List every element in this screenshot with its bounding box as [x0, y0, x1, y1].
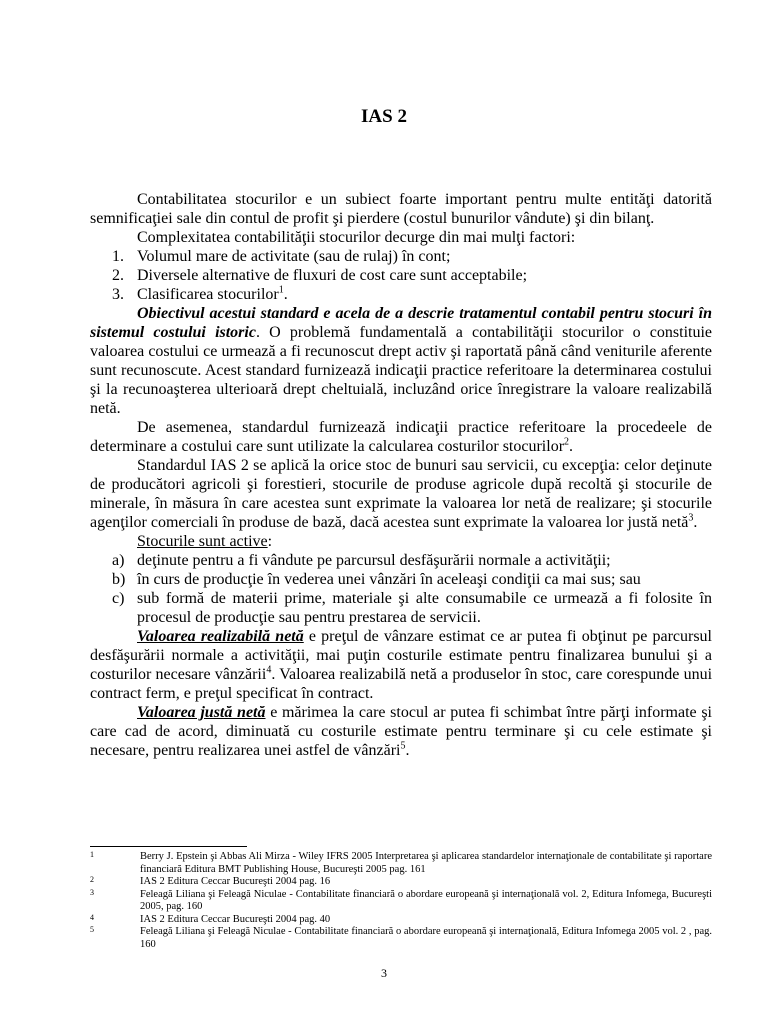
footnotes: [90, 851, 712, 951]
paragraph-scope: [90, 456, 712, 532]
footnote: [90, 914, 712, 927]
footnote: [90, 926, 712, 951]
footnote-number: 2: [90, 875, 94, 884]
paragraph-fair-value: [90, 703, 712, 760]
page-number: 3: [381, 966, 387, 980]
assets-heading: Stocurile sunt active: [137, 533, 268, 550]
list-item-text: deţinute pentru a fi vândute pe parcursul desfăşurării normale a activităţii;: [137, 552, 611, 569]
document-body: [90, 190, 712, 760]
list-item-text: în curs de producţie în vederea unei vânzări în aceleaşi condiţii ca mai sus; sau: [137, 571, 641, 588]
footnote: [90, 876, 712, 889]
list-item-text: Volumul mare de activitate (sau de rulaj) în cont;: [137, 248, 451, 265]
punctuation: .: [693, 514, 698, 531]
list-letter: b): [112, 571, 126, 588]
footnote-ref: 2: [564, 436, 570, 448]
footnote-number: 4: [90, 912, 94, 922]
paragraph-intro: Contabilitatea stocurilor e un subiect foarte important pentru multe entităţi datorită semnificaţiei sale din contul de profit şi pierdere (costul bunurilor vândute) şi din bilanţ.: [90, 191, 712, 227]
page-title: IAS 2: [361, 106, 407, 127]
list-item: [90, 551, 712, 570]
objective-text: . O problemă fundamentală a contabilităţii stocurilor o constituie valoarea costului ce urmează a fi recunoscut drept activ şi raportată până când veniturile aferente sunt recunoscute. Acest standard furnizează indicaţii practice referitoare la determinarea costului şi la recunoaşterea ulterioară drept cheltuială, incluzând orice înregistrare la valoare realizabilă netă.: [90, 324, 713, 417]
list-number: 2.: [112, 267, 124, 284]
footnote-number: 1: [90, 850, 94, 859]
footnote-ref: 5: [400, 740, 406, 752]
term-fair-value: Valoarea justă netă: [137, 704, 266, 721]
punctuation: :: [267, 533, 273, 550]
list-letter: c): [112, 590, 125, 607]
paragraph-text: e preţul de vânzare estimat ce ar putea fi obţinut pe parcursul desfăşurării normale a activităţii, mai puţin costurile estimate pentru finalizarea bunului şi a costurilor necesare vânzării: [90, 628, 712, 683]
factors-list: [90, 247, 712, 304]
objective-emphasis: Obiectivul acestui standard e acela de a descrie tratamentul contabil pentru stocuri în sistemul costului istoric: [90, 305, 712, 341]
assets-list: [90, 551, 712, 627]
paragraph-assets-heading: [90, 532, 712, 551]
list-number: 1.: [112, 248, 124, 265]
paragraph-net-realisable-value: [90, 627, 712, 703]
footnote-ref: 4: [266, 664, 272, 676]
footnote-number: 3: [90, 887, 94, 897]
punctuation: .: [405, 742, 410, 759]
paragraph-text: De asemenea, standardul furnizează indicaţii practice referitoare la procedeele de determinare a costului care sunt utilizate la calcularea costurilor stocurilor: [90, 419, 712, 455]
list-item: [90, 589, 712, 627]
punctuation: .: [569, 438, 574, 455]
list-item: [90, 247, 712, 266]
list-item-text: Diversele alternative de fluxuri de cost care sunt acceptabile;: [137, 267, 528, 284]
footnote-text: Berry J. Epstein şi Abbas Ali Mirza - Wiley IFRS 2005 Interpretarea şi aplicarea standardelor internaţionale de contabilitate şi raportare financiară Editura BMT Publishing House, Bucureşti 2005 pag. 161: [140, 851, 712, 875]
paragraph-text: Standardul IAS 2 se aplică la orice stoc de bunuri sau servicii, cu excepţia: celor deţinute de producători agricoli şi forestieri, stocurile de produse agricole după recoltă şi stocurile de minerale, în măsura în care acestea sunt exprimate la valoarea lor netă de realizare; şi stocurile agenţilor comerciali în produse de bază, dacă acestea sunt exprimate la valoarea lor justă netă: [90, 457, 712, 531]
list-item: [90, 285, 712, 304]
footnote-ref: 3: [688, 512, 694, 524]
punctuation: .: [283, 286, 288, 303]
footnote: [90, 889, 712, 914]
footnote-separator: [90, 846, 247, 847]
list-item-text: sub formă de materii prime, materiale şi alte consumabile ce urmează a fi folosite în procesul de producţie sau pentru prestarea de servicii.: [137, 590, 712, 626]
list-number: 3.: [112, 286, 124, 303]
footnote-text: IAS 2 Editura Ceccar Bucureşti 2004 pag. 40: [140, 913, 331, 925]
footnote-text: IAS 2 Editura Ceccar Bucureşti 2004 pag. 16: [140, 876, 331, 887]
paragraph-cost-methods: [90, 418, 712, 456]
list-letter: a): [112, 552, 125, 569]
footnote-number: 5: [90, 925, 94, 934]
list-item-text: Clasificarea stocurilor: [137, 286, 279, 303]
paragraph-text: e mărimea la care stocul ar putea fi schimbat între părţi informate şi care cad de acord, diminuată cu costurile estimate pentru terminare şi cu cele estimate şi necesare, pentru realizarea unei astfel de vânzări: [90, 704, 713, 759]
footnote-text: Feleagă Liliana şi Feleagă Niculae - Contabilitate financiară o abordare europeană şi internaţională vol. 2, Editura Infomega, Bucureşti 2005, pag. 160: [140, 888, 712, 912]
paragraph-objective: [90, 304, 712, 418]
footnote-ref: 1: [278, 284, 284, 296]
list-item: [90, 570, 712, 589]
paragraph-complexity: Complexitatea contabilităţii stocurilor decurge din mai mulţi factori:: [137, 229, 576, 246]
list-item: [90, 266, 712, 285]
paragraph-text: . Valoarea realizabilă netă a produselor în stoc, care corespunde unui contract ferm, e preţul specificat în contract.: [90, 666, 713, 702]
term-net-realisable-value: Valoarea realizabilă netă: [137, 628, 304, 645]
footnote: [90, 851, 712, 876]
footnote-text: Feleagă Liliana şi Feleagă Niculae - Contabilitate financiară o abordare europeană şi internaţională, Editura Infomega 2005 vol. 2 , pag. 160: [140, 926, 712, 950]
